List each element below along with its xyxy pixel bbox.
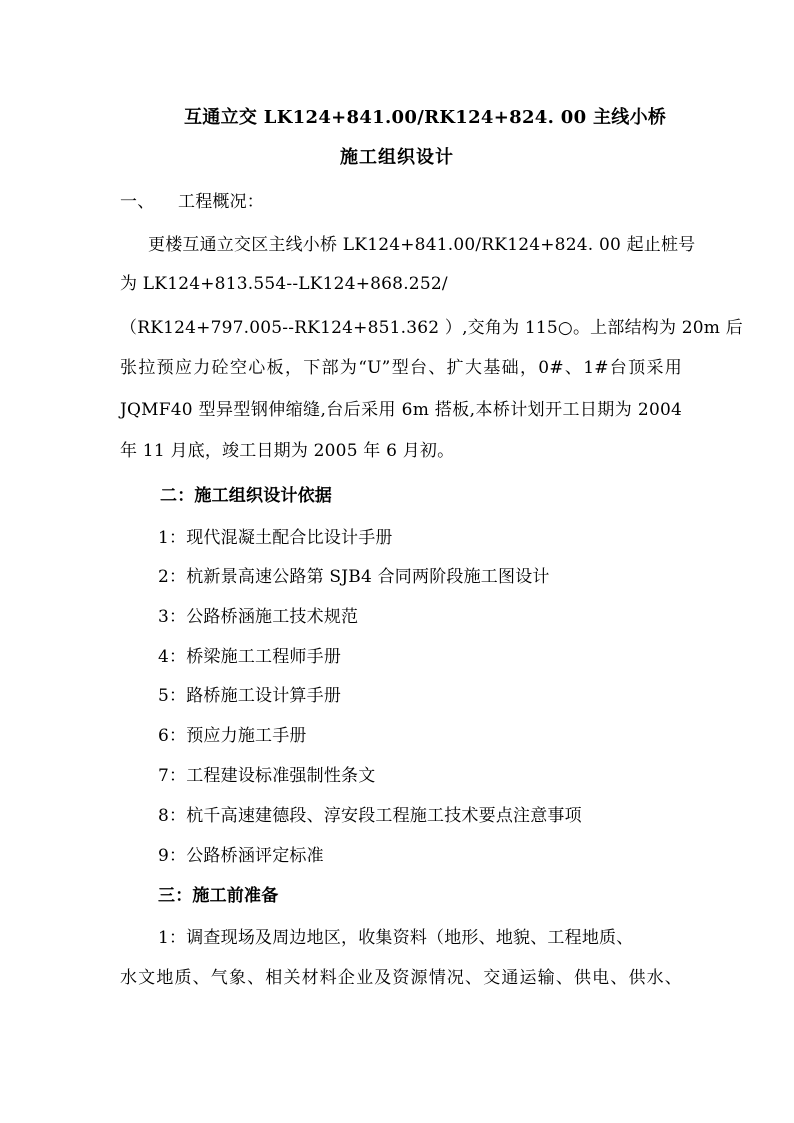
document-title: 互通立交 LK124+841.00/RK124+824. 00 主线小桥 — [184, 107, 667, 128]
basis-item-9: 9：公路桥涵评定标准 — [158, 846, 324, 866]
section-number-one: 一、 — [120, 192, 155, 212]
overview-line-1: 更楼互通立交区主线小桥 LK124+841.00/RK124+824. 00 起止桩号 — [148, 235, 696, 255]
document-subtitle: 施工组织设计 — [340, 147, 454, 168]
overview-line-3: （RK124+797.005--RK124+851.362 ）,交角为 115○。上部结构为 20m 后 — [120, 318, 743, 338]
basis-item-8: 8：杭千高速建德段、淳安段工程施工技术要点注意事项 — [158, 806, 582, 826]
section-heading-overview: 工程概况： — [178, 192, 264, 212]
overview-line-5: JQMF40 型异型钢伸缩缝,台后采用 6m 搭板,本桥计划开工日期为 2004 — [120, 400, 682, 420]
basis-item-5: 5：路桥施工设计算手册 — [158, 686, 342, 706]
section-heading-basis: 二：施工组织设计依据 — [160, 486, 332, 506]
basis-item-6: 6：预应力施工手册 — [158, 726, 307, 746]
basis-item-4: 4：桥梁施工工程师手册 — [158, 647, 342, 667]
section-heading-preparation: 三：施工前准备 — [158, 886, 279, 906]
basis-item-3: 3：公路桥涵施工技术规范 — [158, 607, 359, 627]
preparation-line-2: 水文地质、气象、相关材料企业及资源情况、交通运输、供电、供水、 — [120, 968, 682, 988]
preparation-line-1: 1：调查现场及周边地区，收集资料（地形、地貌、工程地质、 — [158, 928, 634, 948]
overview-line-4: 张拉预应力砼空心板，下部为“U”型台、扩大基础，0#、1#台顶采用 — [120, 358, 682, 378]
basis-item-7: 7：工程建设标准强制性条文 — [158, 766, 376, 786]
overview-line-6: 年 11 月底，竣工日期为 2005 年 6 月初。 — [120, 441, 455, 461]
basis-item-2: 2：杭新景高速公路第 SJB4 合同两阶段施工图设计 — [158, 567, 550, 587]
overview-line-2: 为 LK124+813.554--LK124+868.252/ — [120, 274, 448, 294]
basis-item-1: 1：现代混凝土配合比设计手册 — [158, 528, 393, 548]
